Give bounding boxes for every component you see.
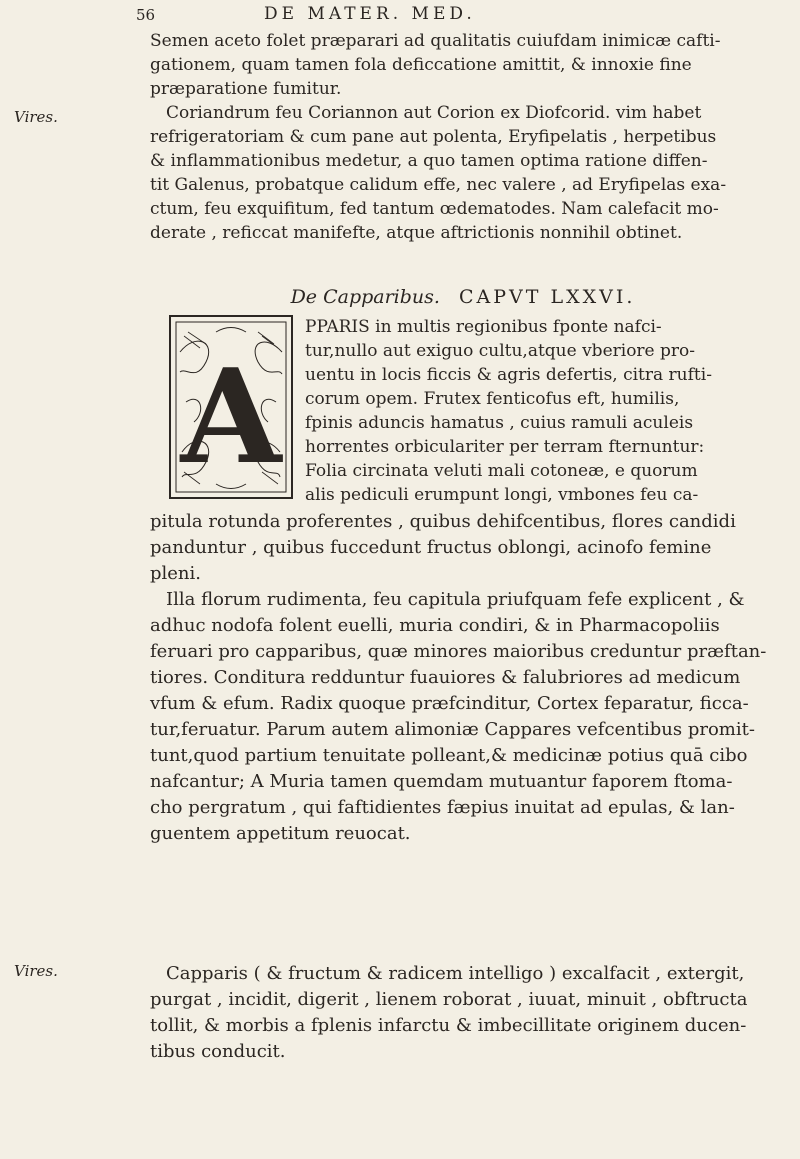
text-line: corum opem. Frutex fenticofus eft, humilis, (305, 389, 680, 409)
chapter-number: CAPVT LXXVI. (459, 286, 636, 308)
text-line: gationem, quam tamen fola deficcatione amittit, & innoxie fine (150, 55, 692, 75)
text-line: panduntur , quibus fuccedunt fructus oblongi, acinofo femine (150, 537, 712, 558)
chapter-heading (228, 286, 698, 308)
text-line: guentem appetitum reuocat. (150, 823, 411, 844)
text-line: tibus conducit. (150, 1041, 286, 1062)
text-line: feruari pro capparibus, quæ minores maioribus creduntur præftan- (150, 641, 767, 662)
text-line: tollit, & morbis a fplenis infarctu & imbecillitate originem ducen- (150, 1015, 747, 1036)
text-line: uentu in locis ficcis & agris defertis, citra rufti- (305, 365, 712, 385)
margin-note-vires-2: Vires. (14, 962, 58, 980)
page-number: 56 (136, 6, 156, 24)
text-line: nafcantur; A Muria tamen quemdam mutuantur faporem ftoma- (150, 771, 733, 792)
text-line: PPARIS in multis regionibus fponte nafci- (305, 317, 662, 337)
text-line: tiores. Conditura redduntur fuauiores & falubriores ad medicum (150, 667, 741, 688)
text-line: vfum & efum. Radix quoque præfcinditur, Cortex feparatur, ficca- (150, 693, 749, 714)
text-line: derate , reficcat manifefte, atque aftrictionis nonnihil obtinet. (150, 223, 683, 243)
text-line: Illa florum rudimenta, feu capitula priufquam fefe explicent , & (166, 589, 745, 610)
running-head: DE MATER. MED. (264, 4, 476, 24)
text-line: & inflammationibus medetur, a quo tamen optima ratione diffen- (150, 151, 708, 171)
text-line: Capparis ( & fructum & radicem intelligo ) excalfacit , extergit, (166, 963, 745, 984)
text-line: Semen aceto folet præparari ad qualitatis cuiufdam inimicæ cafti- (150, 31, 721, 51)
text-line: adhuc nodofa folent euelli, muria condiri, & in Pharmacopoliis (150, 615, 720, 636)
initial-letter: A (180, 340, 282, 493)
text-line: tit Galenus, probatque calidum effe, nec valere , ad Eryfipelas exa- (150, 175, 727, 195)
text-line: refrigeratoriam & cum pane aut polenta, Eryfipelatis , herpetibus (150, 127, 717, 147)
text-line: tur,feruatur. Parum autem alimoniæ Cappares vefcentibus promit- (150, 719, 755, 740)
ornate-initial-a-icon (166, 312, 296, 502)
text-line: præparatione fumitur. (150, 79, 342, 99)
text-line: fpinis aduncis hamatus , cuius ramuli aculeis (305, 413, 694, 433)
text-line: purgat , incidit, digerit , lienem roborat , iuuat, minuit , obftructa (150, 989, 748, 1010)
text-line: pitula rotunda proferentes , quibus dehifcentibus, flores candidi (150, 511, 736, 532)
page-header (136, 4, 736, 30)
text-line: pleni. (150, 563, 202, 584)
text-line: ctum, feu exquifitum, fed tantum œdematodes. Nam calefacit mo- (150, 199, 719, 219)
margin-note-vires-1: Vires. (14, 108, 58, 126)
text-line: Coriandrum feu Coriannon aut Corion ex Diofcorid. vim habet (166, 103, 702, 123)
text-line: alis pediculi erumpunt longi, vmbones feu ca- (305, 485, 699, 505)
chapter-title: De Capparibus. (290, 286, 440, 308)
text-line: horrentes orbiculariter per terram fternuntur: (305, 437, 705, 457)
text-line: cho pergratum , qui faftidientes fæpius inuitat ad epulas, & lan- (150, 797, 735, 818)
text-line: tunt,quod partium tenuitate polleant,& medicinæ potius quā cibo (150, 745, 748, 766)
text-line: Folia circinata veluti mali cotoneæ, e quorum (305, 461, 698, 481)
text-line: tur,nullo aut exiguo cultu,atque vberiore pro- (305, 341, 696, 361)
